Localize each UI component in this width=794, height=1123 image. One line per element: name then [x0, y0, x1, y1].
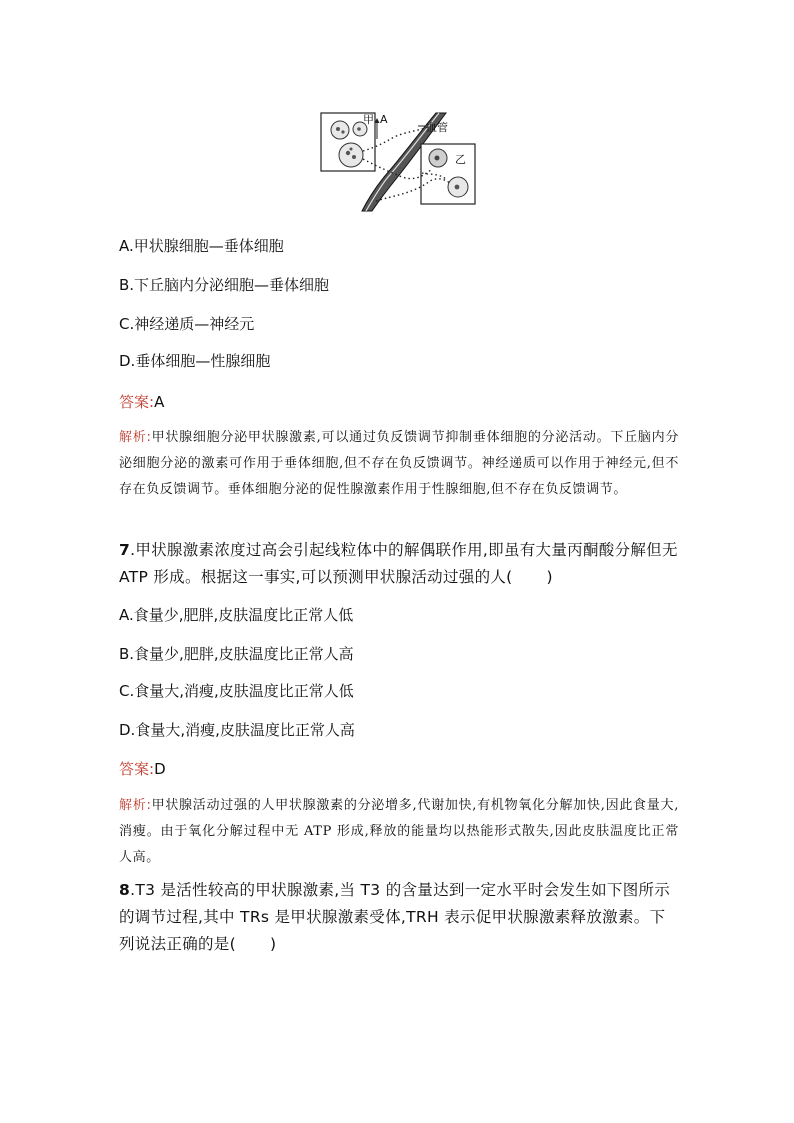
- q7-option-d: D.食量大,消瘦,皮肤温度比正常人高: [119, 721, 355, 739]
- q7-explain-text: 甲状腺活动过强的人甲状腺激素的分泌增多,代谢加快,有机物氧化分解加快,因此食量大,消瘦。由于氧化分解过程中无 ATP 形成,释放的能量均以热能形式散失,因此皮肤温度比正常人高。: [119, 798, 679, 865]
- label-vessel: 血管: [426, 121, 448, 134]
- q7-answer-label: 答案:: [119, 760, 155, 778]
- label-jia: 甲: [363, 113, 374, 126]
- q8-stem: [119, 877, 679, 958]
- q6-explain-label: 解析:: [119, 430, 152, 445]
- q6-option-a: A.甲状腺细胞—垂体细胞: [119, 237, 284, 255]
- box-yi: [421, 144, 475, 204]
- label-yi: 乙: [455, 153, 466, 166]
- q6-explain-text: 甲状腺细胞分泌甲状腺激素,可以通过负反馈调节抑制垂体细胞的分泌活动。下丘脑内分泌细胞分泌的激素可作用于垂体细胞,但不存在负反馈调节。神经递质可以作用于神经元,但不存在负反馈调节。垂体细胞分泌的促性腺激素作用于性腺细胞,但不存在负反馈调节。: [119, 430, 679, 497]
- q6-option-b: B.下丘脑内分泌细胞—垂体细胞: [119, 276, 330, 294]
- label-a: A: [380, 113, 388, 126]
- q7-stem-end: ): [546, 568, 553, 586]
- blood-vessel-diagram: [318, 107, 480, 213]
- q7-stem: [119, 537, 679, 591]
- q6-answer-label: 答案:: [119, 393, 155, 411]
- q7-answer: [119, 759, 166, 779]
- q6-option-c: C.神经递质—神经元: [119, 315, 255, 333]
- q6-answer-value: A: [154, 393, 165, 411]
- q7-option-c: C.食量大,消瘦,皮肤温度比正常人低: [119, 682, 354, 700]
- q7-explanation: [119, 793, 679, 871]
- q7-number: 7: [119, 541, 131, 559]
- q7-option-a: A.食量少,肥胖,皮肤温度比正常人低: [119, 606, 354, 624]
- q6-explanation: [119, 425, 679, 503]
- q8-stem-text: .T3 是活性较高的甲状腺激素,当 T3 的含量达到一定水平时会发生如下图所示的调节过程,其中 TRs 是甲状腺激素受体,TRH 表示促甲状腺激素释放激素。下列说法正确的是(: [119, 881, 671, 953]
- q7-stem-text: .甲状腺激素浓度过高会引起线粒体中的解偶联作用,即虽有大量丙酮酸分解但无 ATP 形成。根据这一事实,可以预测甲状腺活动过强的人(: [119, 541, 678, 586]
- q7-option-b: B.食量少,肥胖,皮肤温度比正常人高: [119, 645, 354, 663]
- q6-option-d: D.垂体细胞—性腺细胞: [119, 352, 271, 370]
- q7-explain-label: 解析:: [119, 798, 152, 813]
- q7-answer-value: D: [154, 760, 166, 778]
- cell-signaling-figure: [318, 107, 480, 213]
- q6-answer: [119, 392, 164, 412]
- q8-stem-end: ): [269, 935, 277, 953]
- q8-number: 8: [119, 881, 131, 899]
